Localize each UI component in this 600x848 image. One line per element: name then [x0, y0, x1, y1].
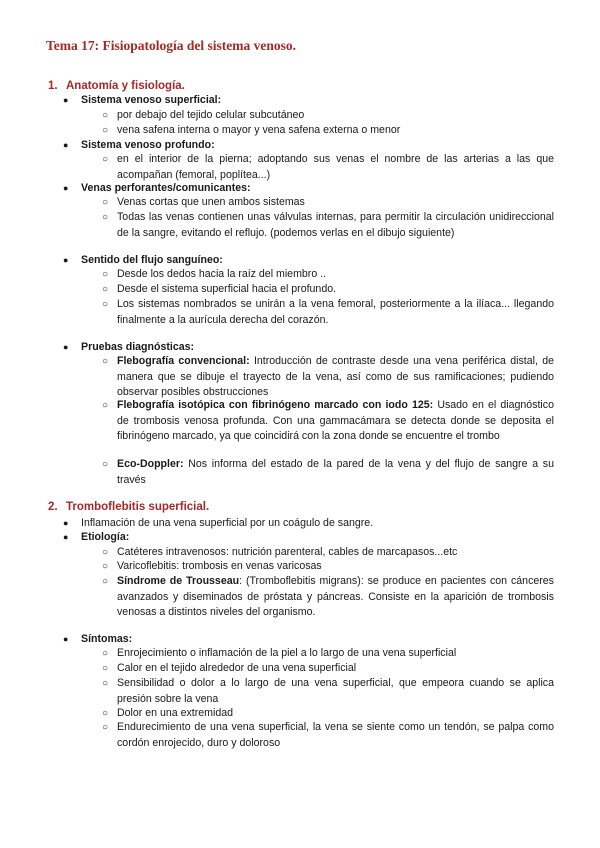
bullet-icon: ●	[63, 255, 69, 265]
list-subitem: ○ en el interior de la pierna; adoptando sus venas el nombre de las arterias a las que acompañan (femoral, poplítea...)	[102, 153, 554, 181]
bullet-icon: ●	[63, 183, 69, 193]
circle-bullet-icon: ○	[102, 547, 109, 558]
circle-bullet-icon: ○	[102, 154, 109, 165]
list-subitem: ○ vena safena interna o mayor y vena safena externa o menor	[102, 123, 554, 139]
list-subitem: ○ Flebografía isotópica con fibrinógeno marcado con iodo 125: Usado en el diagnóstico de trombosis venosa profunda. Con una gammacámara se detecta donde se deposita el fibrinógeno marcado, ya que coincidirá con la zona donde se encuentre el trombo	[102, 399, 554, 442]
list-subitem: ○ por debajo del tejido celular subcutáneo	[102, 108, 554, 124]
section-title: Tromboflebitis superficial.	[66, 501, 210, 513]
circle-bullet-icon: ○	[102, 678, 109, 689]
list-subitem: ○ Desde los dedos hacia la raíz del miembro ..	[102, 267, 554, 283]
list-subitem: ○ Flebografía convencional: Introducción de contraste desde una vena periférica distal, de manera que se dibuje el trayecto de la vena, así como de sus ramificaciones; pudiendo observar posibles obstrucciones	[102, 355, 554, 398]
list-item: ● Sistema venoso profundo:	[63, 138, 563, 154]
list-item: ● Pruebas diagnósticas:	[63, 340, 563, 356]
list-subitem: ○ Enrojecimiento o inflamación de la piel a lo largo de una vena superficial	[102, 646, 554, 662]
list-item: ● Síntomas:	[63, 632, 563, 648]
circle-bullet-icon: ○	[102, 197, 109, 208]
circle-bullet-icon: ○	[102, 561, 109, 572]
section-number: 2.	[48, 501, 58, 513]
list-subitem: ○ Eco-Doppler: Nos informa del estado de la pared de la vena y del flujo de sangre a su través	[102, 458, 554, 486]
list-item: ● Etiología:	[63, 530, 563, 546]
circle-bullet-icon: ○	[102, 269, 109, 280]
page-title: Tema 17: Fisiopatología del sistema venoso.	[46, 38, 297, 53]
section-title: Anatomía y fisiología.	[66, 80, 185, 92]
circle-bullet-icon: ○	[102, 722, 109, 733]
circle-bullet-icon: ○	[102, 400, 109, 411]
list-subitem: ○ Endurecimiento de una vena superficial, la vena se siente como un tendón, se palpa como cordón enrojecido, duro y doloroso	[102, 721, 554, 749]
list-item: ● Sentido del flujo sanguíneo:	[63, 253, 563, 269]
circle-bullet-icon: ○	[102, 110, 109, 121]
circle-bullet-icon: ○	[102, 299, 109, 310]
circle-bullet-icon: ○	[102, 125, 109, 136]
list-subitem: ○ Desde el sistema superficial hacia el profundo.	[102, 282, 554, 298]
list-subitem: ○ Venas cortas que unen ambos sistemas	[102, 195, 554, 211]
circle-bullet-icon: ○	[102, 663, 109, 674]
circle-bullet-icon: ○	[102, 356, 109, 367]
list-subitem: ○ Calor en el tejido alrededor de una vena superficial	[102, 661, 554, 677]
circle-bullet-icon: ○	[102, 576, 109, 587]
section-number: 1.	[48, 80, 58, 92]
bullet-icon: ●	[63, 140, 69, 150]
list-subitem: ○ Los sistemas nombrados se unirán a la vena femoral, posteriormente a la ilíaca... llegando finalmente a la aurícula derecha del corazón.	[102, 298, 554, 326]
circle-bullet-icon: ○	[102, 284, 109, 295]
bullet-icon: ●	[63, 532, 69, 542]
bullet-icon: ●	[63, 518, 69, 528]
list-item: ● Sistema venoso superficial:	[63, 93, 563, 109]
list-subitem: ○ Dolor en una extremidad	[102, 706, 554, 722]
list-subitem: ○ Catéteres intravenosos: nutrición parenteral, cables de marcapasos...etc	[102, 545, 554, 561]
circle-bullet-icon: ○	[102, 708, 109, 719]
circle-bullet-icon: ○	[102, 648, 109, 659]
list-subitem: ○ Sensibilidad o dolor a lo largo de una vena superficial, que empeora cuando se aplica presión sobre la vena	[102, 677, 554, 705]
circle-bullet-icon: ○	[102, 459, 109, 470]
bullet-icon: ●	[63, 634, 69, 644]
list-item: ● Inflamación de una vena superficial por un coágulo de sangre.	[63, 516, 563, 532]
list-subitem: ○ Síndrome de Trousseau: (Tromboflebitis migrans): se produce en pacientes con cánceres avanzados y diseminados de próstata y páncreas. Consiste en la aparición de trombosis venosas a distintos niveles del organismo.	[102, 575, 554, 618]
list-item: ● Venas perforantes/comunicantes:	[63, 181, 563, 197]
bullet-icon: ●	[63, 95, 69, 105]
section-heading	[48, 80, 185, 92]
list-subitem: ○ Varicoflebitis: trombosis en venas varicosas	[102, 559, 554, 575]
list-subitem: ○ Todas las venas contienen unas válvulas internas, para permitir la circulación unidireccional de la sangre, evitando el reflujo. (podemos verlas en el dibujo siguiente)	[102, 211, 554, 239]
circle-bullet-icon: ○	[102, 212, 109, 223]
bullet-icon: ●	[63, 342, 69, 352]
section-heading	[48, 501, 209, 513]
